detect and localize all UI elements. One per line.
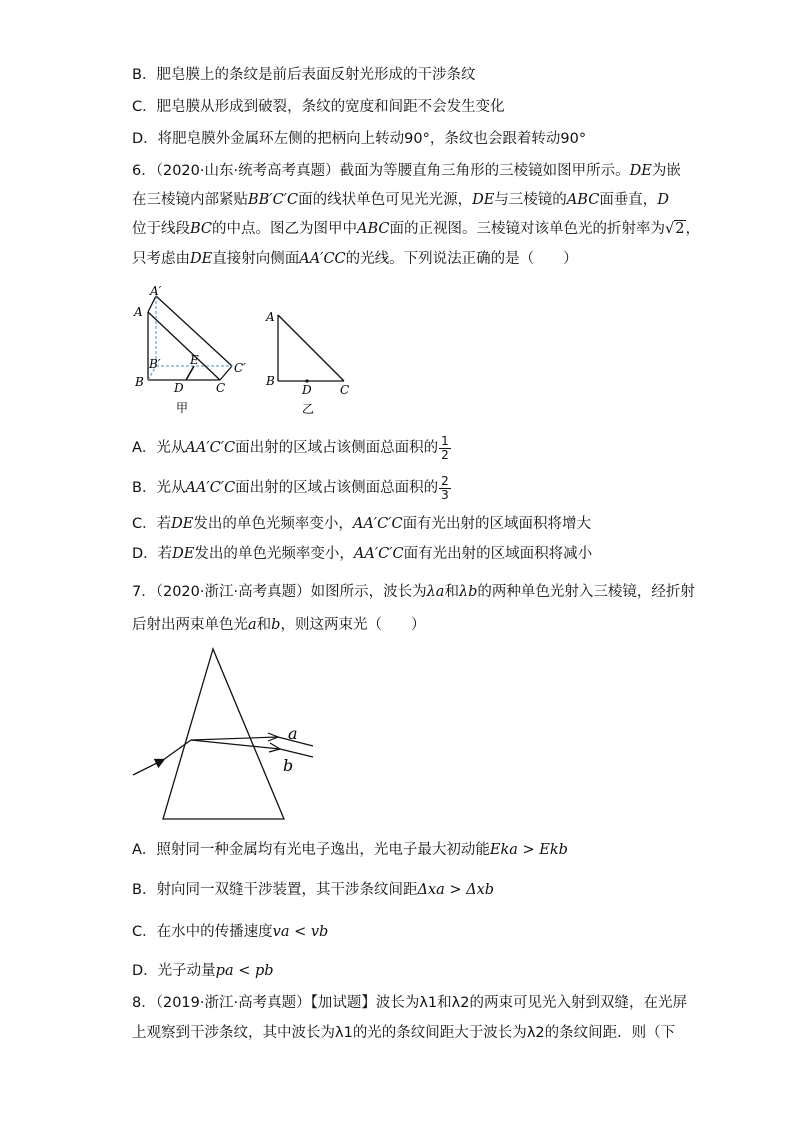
q6-stem-line-1: 6．（2020·山东·统考高考真题）截面为等腰直角三角形的三棱镜如图甲所示。DE为嵌 [132,163,681,179]
q7-option-c: C．在水中的传播速度va < vb [132,924,329,940]
caption-yi: 乙 [302,402,315,416]
fraction: $\frac{1}{2}$ [441,433,449,462]
q6-figure-jia [128,282,248,417]
q7-option-b: B．射向同一双缝干涉装置，其干涉条纹间距Δxa > Δxb [132,882,495,898]
label-d: D [174,381,184,395]
label-b: B [266,374,275,388]
label-c: C [216,381,226,395]
q7-prism-figure [128,645,328,825]
label-a: A [134,305,143,319]
q6-stem-line-4: 只考虑由DE直接射向侧面AA′CC的光线。下列说法正确的是（ ） [132,251,578,267]
label-d: D [302,383,312,397]
label-b: B [135,375,144,389]
q6-option-a: A．光从AA′C′C面出射的区域占该侧面总面积的 $\frac{1}{2}$ [132,433,449,462]
q6-option-c: C．若DE发出的单色光频率变小，AA′C′C面有光出射的区域面积将增大 [132,516,592,532]
q5-option-c: C．肥皂膜从形成到破裂，条纹的宽度和间距不会发生变化 [132,99,505,115]
ray-label-b: b [283,756,294,775]
label-e: E [190,353,199,367]
q6-figure-yi [262,305,362,417]
label-a-prime: A′ [150,284,162,298]
q6-option-b: B．光从AA′C′C面出射的区域占该侧面总面积的 $\frac{2}{3}$ [132,473,449,502]
q6-option-d: D．若DE发出的单色光频率变小，AA′C′C面有光出射的区域面积将减小 [132,546,593,562]
q8-stem-line-2: 上观察到干涉条纹，其中波长为λ1的光的条纹间距大于波长为λ2的条纹间距．则（下 [132,1025,676,1041]
fraction: $\frac{2}{3}$ [441,473,449,502]
ray-label-a: a [288,724,298,743]
q7-option-d: D．光子动量pa < pb [132,963,274,979]
sqrt-symbol: √2 [665,221,685,237]
q5-option-b: B．肥皂膜上的条纹是前后表面反射光形成的干涉条纹 [132,67,476,83]
q7-stem-line-1: 7．（2020·浙江·高考真题）如图所示，波长为λa和λb的两种单色光射入三棱镜，经折射 [132,584,695,600]
q6-stem-line-3: 位于线段BC的中点。图乙为图甲中ABC面的正视图。三棱镜对该单色光的折射率为√2， [132,221,701,237]
caption-jia: 甲 [176,401,189,415]
q5-option-d: D．将肥皂膜外金属环左侧的把柄向上转动90°，条纹也会跟着转动90° [132,131,587,147]
q8-stem-line-1: 8．（2019·浙江·高考真题）【加试题】波长为λ1和λ2的两束可见光入射到双缝，在光屏 [132,995,687,1011]
q7-option-a: A．照射同一种金属均有光电子逸出，光电子最大初动能Eka > Ekb [132,842,568,858]
q7-stem-line-2: 后射出两束单色光a和b，则这两束光（ ） [132,617,426,633]
label-c: C [340,383,350,397]
label-a: A [266,310,275,324]
q6-stem-line-2: 在三棱镜内部紧贴BB′C′C面的线状单色可见光光源，DE与三棱镜的ABC面垂直，D [132,192,669,208]
label-c-prime: C′ [234,361,246,375]
label-b-prime: B′ [149,357,161,371]
